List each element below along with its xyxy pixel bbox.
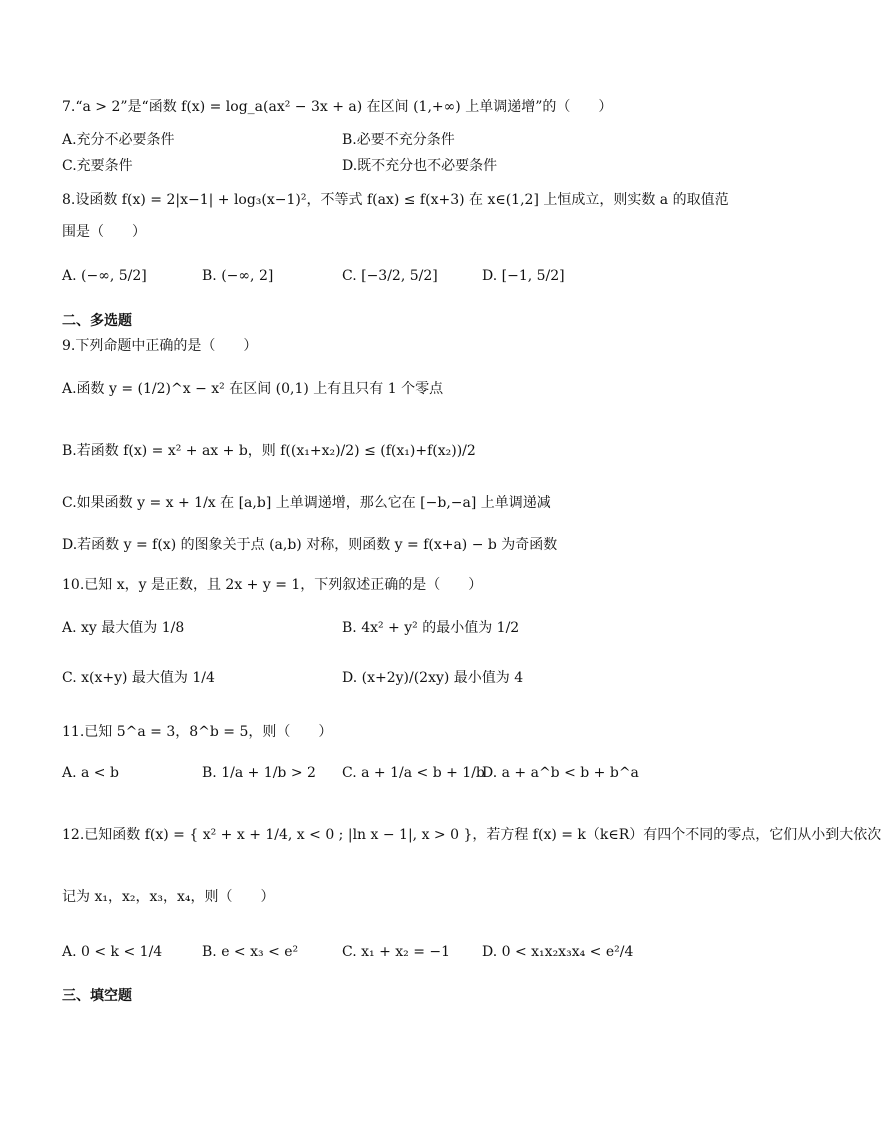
question-12-text: 12.已知函数 f(x) = { x² + x + 1/4, x < 0 ; |ln x − 1|, x > 0 }，若方程 f(x) = k（k∈R）有四个不同的零点，它们从小到大依次 (62, 827, 881, 843)
q11-option-b: B. 1/a + 1/b > 2 (202, 765, 316, 781)
q9-option-d: D.若函数 y = f(x) 的图象关于点 (a,b) 对称，则函数 y = f(x+a) − b 为奇函数 (62, 537, 558, 553)
q9-option-c: C.如果函数 y = x + 1/x 在 [a,b] 上单调递增，那么它在 [−b,−a] 上单调递减 (62, 495, 551, 511)
question-8-text-2: 围是（ ） (62, 224, 146, 240)
q10-option-b: B. 4x² + y² 的最小值为 1/2 (342, 620, 520, 636)
question-8 (62, 190, 729, 210)
question-8-cont (62, 222, 146, 242)
question-9-text: 9.下列命题中正确的是（ ） (62, 338, 258, 354)
q7-option-a: A.充分不必要条件 (62, 132, 175, 148)
section-heading-multi: 二、多选题 (62, 313, 132, 329)
q9-option-b: B.若函数 f(x) = x² + ax + b，则 f((x₁+x₂)/2) ≤ (f(x₁)+f(x₂))/2 (62, 443, 476, 459)
q11-option-c: C. a + 1/a < b + 1/b (342, 765, 485, 781)
q7-option-c: C.充要条件 (62, 158, 133, 174)
q7-option-b: B.必要不充分条件 (342, 132, 455, 148)
question-10 (62, 575, 482, 595)
question-8-text: 8.设函数 f(x) = 2|x−1| + log₃(x−1)²，不等式 f(ax) ≤ f(x+3) 在 x∈(1,2] 上恒成立，则实数 a 的取值范 (62, 192, 729, 208)
q10-option-c: C. x(x+y) 最大值为 1/4 (62, 670, 215, 686)
q9-option-a: A.函数 y = (1/2)^x − x² 在区间 (0,1) 上有且只有 1 个零点 (62, 381, 444, 397)
question-12-text-2: 记为 x₁，x₂，x₃，x₄，则（ ） (62, 889, 275, 905)
q12-option-c: C. x₁ + x₂ = −1 (342, 944, 451, 960)
question-12 (62, 825, 881, 845)
q11-option-d: D. a + a^b < b + b^a (482, 765, 639, 781)
question-7 (62, 97, 612, 117)
q11-option-a: A. a < b (62, 765, 119, 781)
question-10-text: 10.已知 x，y 是正数，且 2x + y = 1，下列叙述正确的是（ ） (62, 577, 483, 593)
q7-option-d: D.既不充分也不必要条件 (342, 158, 498, 174)
question-11 (62, 722, 332, 742)
q10-option-d: D. (x+2y)/(2xy) 最小值为 4 (342, 670, 524, 686)
q8-option-d: D. [−1, 5/2] (482, 268, 565, 284)
q12-option-d: D. 0 < x₁x₂x₃x₄ < e²/4 (482, 944, 634, 960)
q8-option-c: C. [−3/2, 5/2] (342, 268, 438, 284)
question-12-cont (62, 887, 274, 907)
section-heading-fill: 三、填空题 (62, 988, 132, 1004)
question-9 (62, 336, 257, 356)
q10-option-a: A. xy 最大值为 1/8 (62, 620, 185, 636)
question-7-text: 7.“a > 2”是“函数 f(x) = log_a(ax² − 3x + a) 在区间 (1,+∞) 上单调递增”的（ ） (62, 99, 613, 115)
question-11-text: 11.已知 5^a = 3，8^b = 5，则（ ） (62, 724, 333, 740)
q8-option-b: B. (−∞, 2] (202, 268, 274, 284)
q12-option-b: B. e < x₃ < e² (202, 944, 299, 960)
q8-option-a: A. (−∞, 5/2] (62, 268, 147, 284)
q12-option-a: A. 0 < k < 1/4 (62, 944, 163, 960)
